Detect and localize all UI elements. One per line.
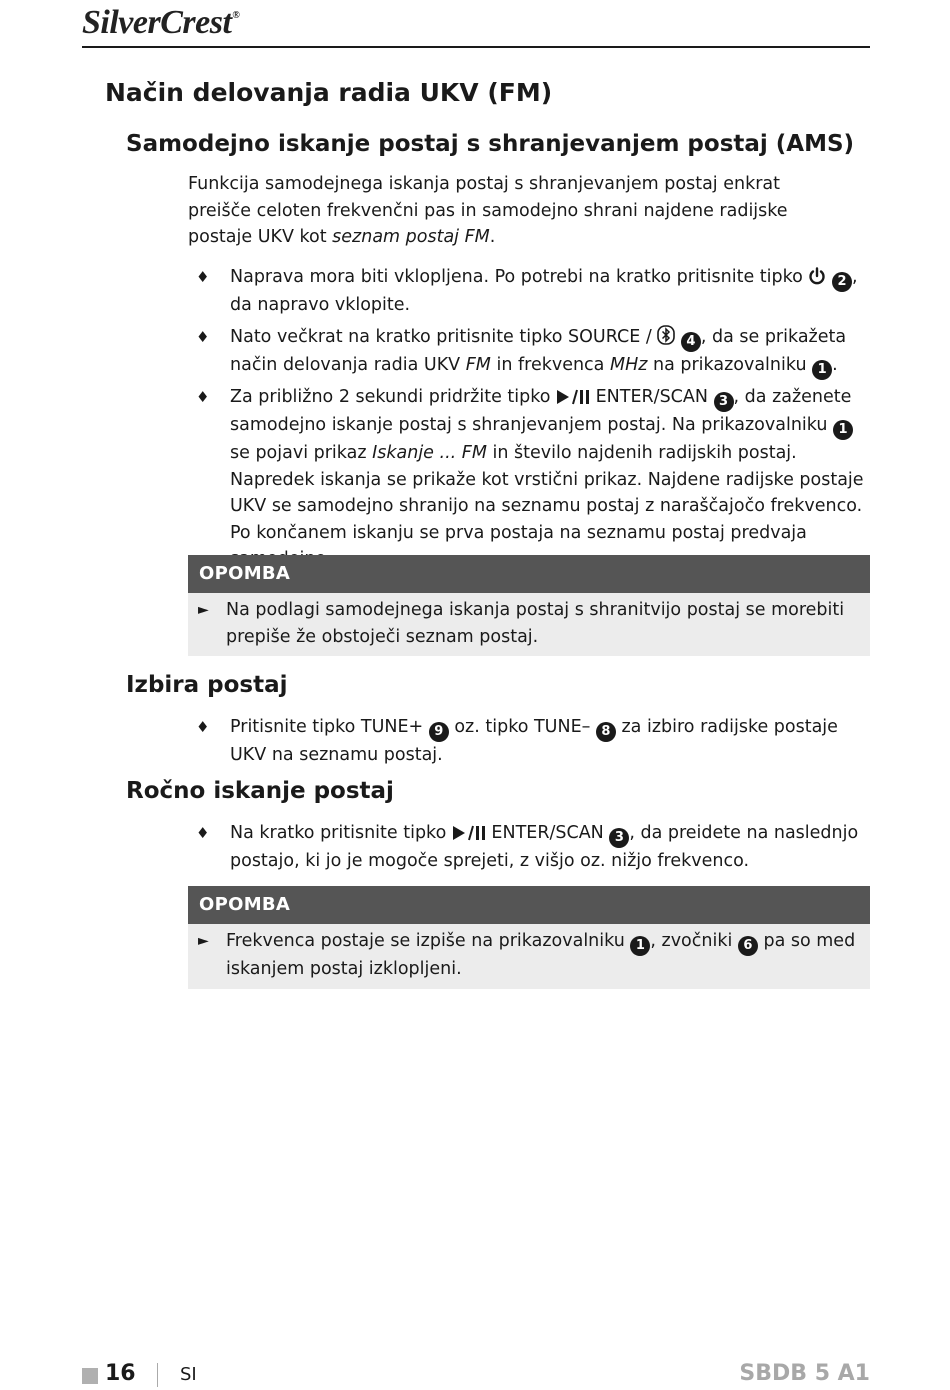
note-title: OPOMBA [188, 886, 870, 924]
header-rule [82, 46, 870, 48]
power-icon [808, 267, 826, 285]
section-heading-rocno: Ročno iskanje postaj [126, 778, 394, 804]
triangle-arrow-icon: ► [198, 602, 209, 618]
play-pause-icon [556, 389, 590, 405]
ams-bullet-3: ♦ Za približno 2 sekundi pridržite tipko ENTER/SCAN 3 , da zaženete samodejno iskanje postaj s shranjevanjem postaj. Na prikazovalniku 1 se pojavi prikaz Iskanje ... FM in število najdenih radijskih postaj. Napredek iskanja se prikaže kot vrstični prikaz. Najdene radijske postaje UKV se samodejno shranijo na seznamu postaj z naraščajočo frekvenco. Po končanem iskanju se prva postaja na seznamu postaj predvaja [188, 384, 873, 573]
callout-number: 2 [832, 272, 852, 292]
footer-divider [157, 1363, 158, 1387]
diamond-bullet-icon: ♦ [196, 824, 210, 842]
diamond-bullet-icon: ♦ [196, 718, 210, 736]
callout-number: 8 [596, 722, 616, 742]
page-title: Način delovanja radia UKV (FM) [105, 78, 553, 107]
izbira-bullet-1: ♦ Pritisnite tipko TUNE+ 9 oz. tipko TUNE– 8 za izbiro radijske postaje UKV na seznamu postaj. [188, 714, 873, 769]
note-title: OPOMBA [188, 555, 870, 593]
diamond-bullet-icon: ♦ [196, 388, 210, 406]
callout-number: 6 [738, 936, 758, 956]
ams-bullet-1: ♦ Naprava mora biti vklopljena. Po potrebi na kratko pritisnite tipko 2 , da napravo vklopite. [188, 264, 873, 319]
note-box-ams [188, 555, 870, 656]
callout-number: 9 [429, 722, 449, 742]
section-heading-izbira: Izbira postaj [126, 672, 288, 698]
diamond-bullet-icon: ♦ [196, 268, 210, 286]
model-number: SBDB 5 A1 [739, 1361, 870, 1386]
callout-number: 1 [833, 420, 853, 440]
note-text: Frekvenca postaje se izpiše na prikazovalniku 1 , zvočniki 6 pa so med iskanjem postaj izklopljeni. [226, 931, 856, 979]
page-number: 16 [105, 1361, 136, 1386]
callout-number: 1 [812, 360, 832, 380]
play-pause-icon [452, 825, 486, 841]
bluetooth-icon [657, 325, 675, 345]
section-heading-ams: Samodejno iskanje postaj s shranjevanjem postaj (AMS) [126, 131, 855, 157]
silvercrest-logo: SilverCrest® [82, 4, 240, 41]
ams-intro-paragraph: Funkcija samodejnega iskanja postaj s shranjevanjem postaj enkrat preišče celoten frekvenčni pas in samodejno shrani najdene radijske postaje UKV kot seznam postaj FM. [188, 174, 788, 247]
callout-number: 4 [681, 332, 701, 352]
note-box-rocno [188, 886, 870, 989]
rocno-bullet-1: ♦ Na kratko pritisnite tipko ENTER/SCAN 3 , da preidete na naslednjo postajo, ki jo je mogoče sprejeti, z višjo oz. nižjo frekvenco. [188, 820, 873, 875]
callout-number: 3 [714, 392, 734, 412]
note-text: Na podlagi samodejnega iskanja postaj s shranitvijo postaj se morebiti prepiše že obstoječi seznam postaj. [226, 600, 845, 647]
callout-number: 1 [630, 936, 650, 956]
language-code: SI [180, 1364, 197, 1385]
callout-number: 3 [609, 828, 629, 848]
diamond-bullet-icon: ♦ [196, 328, 210, 346]
square-marker-icon [82, 1368, 98, 1384]
triangle-arrow-icon: ► [198, 933, 209, 949]
ams-bullet-2: ♦ Nato večkrat na kratko pritisnite tipko SOURCE / 4 , da se prikažeta način delovanja radia UKV FM in frekvenca MHz na prikazovalniku 1 . [188, 324, 873, 380]
